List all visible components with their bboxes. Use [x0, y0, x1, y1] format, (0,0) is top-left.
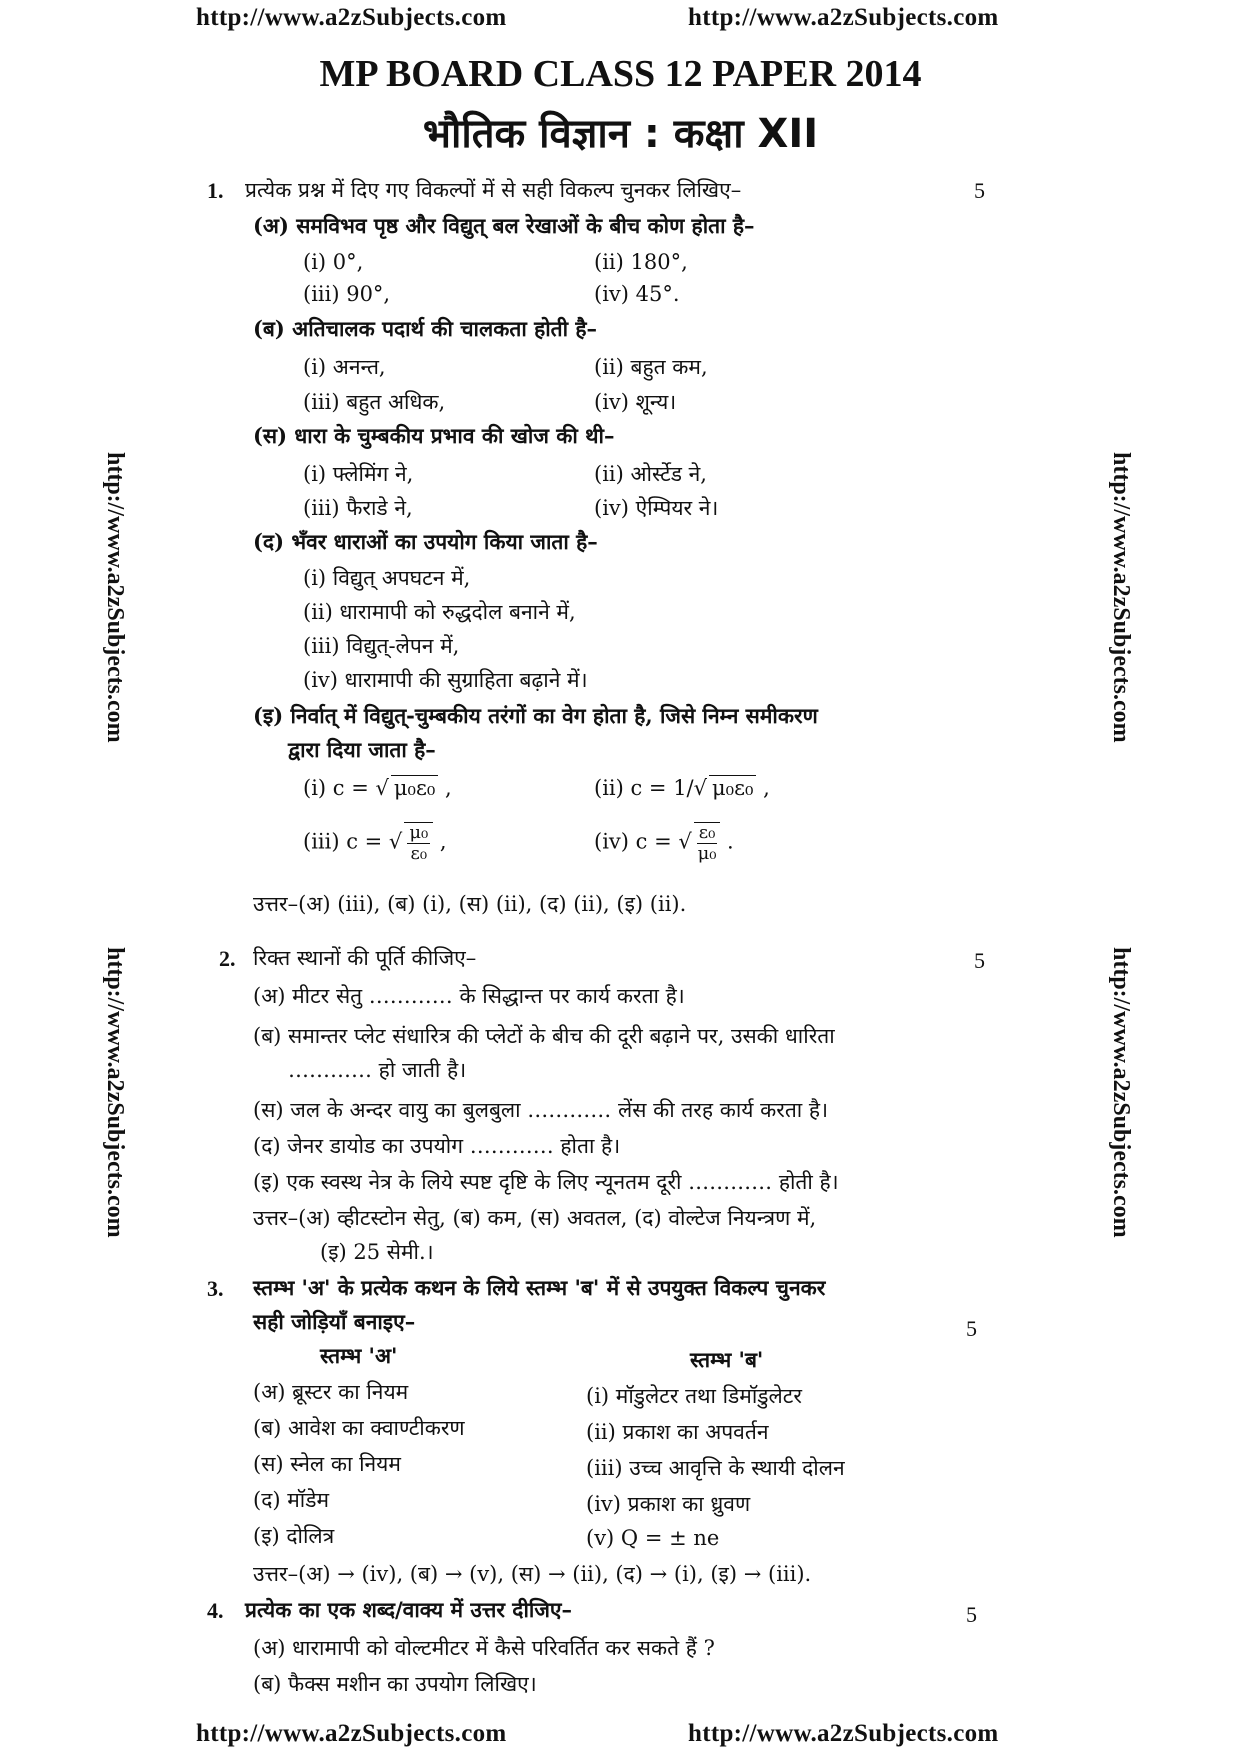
q1b-option-2: (ii) बहुत कम, [594, 355, 708, 379]
q4-question-b: (ब) फैक्स मशीन का उपयोग लिखिए। [253, 1672, 537, 1696]
q1e-option-1: (i) c = √ μ₀ε₀ , [303, 776, 452, 800]
q1e-option-3-numerator: μ₀ [409, 822, 429, 843]
q1a-option-3: (iii) 90°, [303, 282, 391, 306]
q1e-option-1-suffix: , [444, 776, 452, 800]
q2-blank-a: (अ) मीटर सेतु ………… के सिद्धान्त पर कार्य करता है। [253, 984, 685, 1008]
q1e-option-3-suffix: , [439, 829, 447, 854]
q4-text: प्रत्येक का एक शब्द/वाक्य में उत्तर दीजिए– [245, 1597, 573, 1622]
footer-url-left: http://www.a2zSubjects.com [196, 1720, 507, 1747]
q1c-option-4: (iv) ऐम्पियर ने। [594, 496, 719, 520]
q2-answer-line2: (इ) 25 सेमी.। [320, 1240, 434, 1264]
q3-row-b: (iii) उच्च आवृत्ति के स्थायी दोलन [586, 1456, 845, 1480]
q4-marks: 5 [966, 1602, 977, 1627]
q1b-option-1: (i) अनन्त, [303, 355, 386, 379]
q3-row-a: (अ) ब्रूस्टर का नियम [253, 1380, 409, 1404]
q3-row-b: (v) Q = ± ne [586, 1526, 720, 1550]
q3-row-b: (i) मॉडुलेटर तथा डिमॉडुलेटर [586, 1384, 802, 1408]
q3-text-line1: स्तम्भ 'अ' के प्रत्येक कथन के लिये स्तम्भ 'ब' में से उपयुक्त विकल्प चुनकर [253, 1275, 826, 1300]
q3-answer: उत्तर–(अ) → (iv), (ब) → (v), (स) → (ii), (द) → (i), (इ) → (iii). [253, 1562, 812, 1586]
q1e-option-2-prefix: (ii) c = 1/ [594, 776, 694, 800]
q1-number: 1. [207, 178, 224, 203]
q1-marks: 5 [974, 178, 985, 203]
side-url-left-top: http://www.a2zSubjects.com [102, 452, 128, 743]
header-url-left: http://www.a2zSubjects.com [196, 4, 507, 31]
q2-marks: 5 [974, 948, 985, 973]
q2-blank-c: (स) जल के अन्दर वायु का बुलबुला ………… लेंस की तरह कार्य करता है। [253, 1098, 829, 1122]
q1e-option-4: (iv) c = √ $\frac{\text{ε₀}}{\text{μ₀}}$ . [594, 822, 734, 864]
q1d-option-2: (ii) धारामापी को रुद्धदोल बनाने में, [303, 600, 576, 624]
q1a-option-1: (i) 0°, [303, 250, 364, 274]
q1e-option-2: (ii) c = 1/√ μ₀ε₀ , [594, 776, 770, 800]
q3-row-a: (द) मॉडेम [253, 1488, 330, 1512]
q1d-question: (द) भँवर धाराओं का उपयोग किया जाता है– [253, 529, 598, 554]
q1e-option-4-numerator: ε₀ [698, 822, 716, 843]
q1e-option-2-radicand: μ₀ε₀ [709, 775, 756, 800]
q1b-option-3: (iii) बहुत अधिक, [303, 390, 446, 414]
q1-text: प्रत्येक प्रश्न में दिए गए विकल्पों में से सही विकल्प चुनकर लिखिए– [245, 178, 742, 202]
q1c-question: (स) धारा के चुम्बकीय प्रभाव की खोज की थी– [253, 423, 615, 448]
q4-question-a: (अ) धारामापी को वोल्टमीटर में कैसे परिवर्तित कर सकते हैं ? [253, 1636, 715, 1660]
q3-row-b: (ii) प्रकाश का अपवर्तन [586, 1420, 769, 1444]
q1c-option-3: (iii) फैराडे ने, [303, 496, 413, 520]
q1e-option-4-suffix: . [726, 829, 734, 854]
q2-text: रिक्त स्थानों की पूर्ति कीजिए– [253, 946, 477, 970]
q3-column-a-head: स्तम्भ 'अ' [320, 1343, 398, 1368]
q3-column-b-head: स्तम्भ 'ब' [690, 1347, 764, 1372]
q1e-option-1-radicand: μ₀ε₀ [391, 775, 438, 800]
q2-blank-d: (द) जेनर डायोड का उपयोग ………… होता है। [253, 1134, 621, 1158]
q1a-option-2: (ii) 180°, [594, 250, 688, 274]
q2-answer-line1: उत्तर–(अ) व्हीटस्टोन सेतु, (ब) कम, (स) अवतल, (द) वोल्टेज नियन्त्रण में, [253, 1206, 817, 1230]
q3-row-a: (स) स्नेल का नियम [253, 1452, 401, 1476]
q1e-option-3-denominator: ε₀ [410, 843, 428, 864]
q3-number: 3. [207, 1276, 224, 1301]
q1d-option-1: (i) विद्युत् अपघटन में, [303, 566, 471, 590]
q2-number: 2. [219, 946, 236, 971]
q1c-option-1: (i) फ्लेमिंग ने, [303, 462, 414, 486]
page-subtitle: भौतिक विज्ञान : कक्षा XII [422, 111, 819, 157]
q1d-option-3: (iii) विद्युत्-लेपन में, [303, 634, 460, 658]
header-url-right: http://www.a2zSubjects.com [688, 4, 999, 31]
q3-marks: 5 [966, 1316, 977, 1341]
footer-url-right: http://www.a2zSubjects.com [688, 1720, 999, 1747]
q1c-option-2: (ii) ओर्स्टेड ने, [594, 462, 707, 486]
side-url-right-bottom: http://www.a2zSubjects.com [1108, 947, 1134, 1238]
q3-row-a: (ब) आवेश का क्वाण्टीकरण [253, 1416, 465, 1440]
q3-row-b: (iv) प्रकाश का ध्रुवण [586, 1492, 751, 1516]
q1-answer: उत्तर–(अ) (iii), (ब) (i), (स) (ii), (द) (ii), (इ) (ii). [253, 892, 687, 916]
q4-number: 4. [207, 1598, 224, 1623]
side-url-right-top: http://www.a2zSubjects.com [1108, 452, 1134, 743]
page-title: MP BOARD CLASS 12 PAPER 2014 [319, 53, 922, 95]
q1a-option-4: (iv) 45°. [594, 282, 680, 306]
q1b-question: (ब) अतिचालक पदार्थ की चालकता होती है– [253, 316, 598, 341]
q3-text-line2: सही जोड़ियाँ बनाइए– [253, 1309, 416, 1334]
side-url-left-bottom: http://www.a2zSubjects.com [102, 947, 128, 1238]
q1e-option-3-prefix: (iii) c = [303, 829, 383, 854]
q1e-option-4-prefix: (iv) c = [594, 829, 672, 854]
q3-row-a: (इ) दोलित्र [253, 1524, 335, 1548]
q1e-option-4-denominator: μ₀ [697, 843, 717, 864]
q2-blank-b-line1: (ब) समान्तर प्लेट संधारित्र की प्लेटों के बीच की दूरी बढ़ाने पर, उसकी धारिता [253, 1024, 835, 1048]
q1e-option-3: (iii) c = √ $\frac{\text{μ₀}}{\text{ε₀}}$ , [303, 822, 447, 864]
q1e-option-2-suffix: , [763, 776, 770, 800]
q1a-question: (अ) समविभव पृष्ठ और विद्युत् बल रेखाओं के बीच कोण होता है– [253, 213, 755, 238]
q1d-option-4: (iv) धारामापी की सुग्राहिता बढ़ाने में। [303, 668, 588, 692]
q1e-question-line2: द्वारा दिया जाता है– [288, 737, 436, 762]
q2-blank-e: (इ) एक स्वस्थ नेत्र के लिये स्पष्ट दृष्टि के लिए न्यूनतम दूरी ………… होती है। [253, 1170, 839, 1194]
q1e-question-line1: (इ) निर्वात् में विद्युत्-चुम्बकीय तरंगों का वेग होता है, जिसे निम्न समीकरण [253, 703, 818, 728]
q2-blank-b-line2: ………… हो जाती है। [288, 1058, 467, 1082]
q1e-option-1-prefix: (i) c = [303, 776, 369, 800]
q1b-option-4: (iv) शून्य। [594, 390, 677, 414]
